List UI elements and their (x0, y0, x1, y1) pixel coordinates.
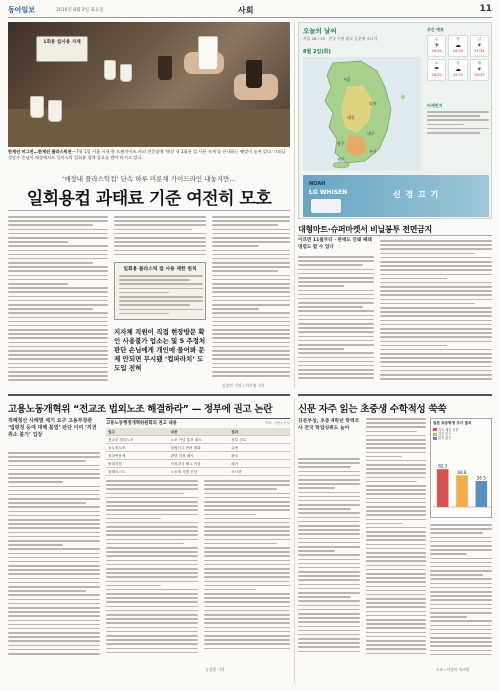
story1-body-col3 (212, 216, 290, 381)
aircon-unit-image (311, 199, 341, 213)
story4-subhead: 日문부성, 초중 4학년 학력조사 전국 학업성취도 높아 (298, 419, 360, 431)
story4-body-col1 (298, 458, 360, 662)
story2-body-col2 (380, 240, 492, 386)
svg-text:부산: 부산 (369, 149, 377, 154)
table-row: 성과연봉제 관련 지침 폐지 완료 (106, 452, 290, 460)
cup-sign: 1회용 컵사용 자제 (36, 36, 88, 62)
weather-date: 8월 2일(화) (303, 49, 331, 55)
photo-caption: 한계선 머그잔…한계선 플라스틱잔—7월 1일 서울 시내 한 프랜차이즈 커피 전문점에 ‘매장 내 1회용 컵 사용 자제’를 안내하는 팻말이 놓여 있다. 그러나 상당수 손님이 매장에서도 플라스틱 일회용 컵에 음료를 받아 마시고 있다. (8, 149, 286, 160)
forecast-day: 월 ☀ 26/33 (470, 59, 489, 81)
table-row: 전교조 법외노조 노조 아님 통보 취소 정부 검토 (106, 436, 290, 444)
chart-bar (476, 481, 488, 507)
weekly-forecast: 주간 예보 수 ☀ 26/34 목 ☁ 26/33 금 ☀ 27/34 토 ☂ 26/32 일 ☁ 25/31 월 ☀ 26/33 (427, 27, 489, 81)
story3-byline: 유성열 기자 (205, 667, 225, 672)
rules-infobox: 일회용 플라스틱 컵 사용 제한 원칙 (114, 262, 206, 320)
svg-text:강릉: 강릉 (369, 101, 377, 106)
weather-panel (298, 22, 492, 219)
story1-body-col1 (8, 216, 108, 386)
story1-byline: 김성민 기자 / 이지영 기자 (222, 383, 265, 388)
story1-headline: 일회용컵 과태료 기준 여전히 모호 (26, 189, 272, 209)
story1-kicker: ‘매장내 플라스틱컵’ 단속 하루 미룬채 가이드라인 내놓지만… (62, 175, 236, 183)
study-chart (430, 418, 492, 518)
story1-body-col2 (114, 216, 206, 260)
paper-name: 동아일보 (8, 6, 36, 14)
chart-plot (433, 453, 491, 513)
cloud-icon: ☁ (454, 42, 461, 49)
sun-icon: ☀ (433, 42, 440, 49)
chart-legend: 거의 매일 신문 가끔 읽는 읽지 않는 (431, 428, 491, 441)
weather-title: 오늘의 날씨 (303, 27, 337, 35)
chart-bar (437, 469, 449, 507)
svg-text:대전: 대전 (347, 115, 355, 120)
chart-bar (456, 475, 468, 507)
story3-headline: 고용노동개혁위 “전교조 법외노조 해결하라” — 정부에 권고 논란 (8, 404, 273, 415)
weather-subtitle: 서울 28 / 33 · 전국 구름 많고 곳곳에 소나기 (303, 36, 378, 41)
chart-title: 일본 초등학생 조사 결과 (433, 421, 472, 425)
story2-headline: 대형마트·슈퍼마켓서 비닐봉투 전면금지 (298, 225, 432, 234)
table-header: 권고 내용 결과 (106, 428, 290, 436)
masthead (8, 4, 492, 18)
story3-body-col2 (106, 480, 198, 662)
korea-weather-map (303, 57, 421, 171)
table-row: 양대지침 저성과자 해고 지침 폐기 (106, 460, 290, 468)
fine-dust-box: 미세먼지 (427, 103, 489, 143)
issue-date: 2016년 8월 2일 화요일 (56, 8, 104, 13)
story4-headline: 신문 자주 읽는 초중생 수학적성 쑥쑥 (298, 404, 447, 415)
chart-data-label: 56.5 (476, 475, 486, 481)
svg-text:광주: 광주 (337, 141, 345, 146)
story4-body-col3 (430, 524, 492, 662)
umbrella-icon: ☂ (433, 66, 440, 73)
page-number: 11 (479, 4, 492, 14)
legend-swatch (433, 428, 437, 431)
legend-swatch (433, 433, 437, 436)
story1-photo (8, 22, 290, 147)
story4-body-col2 (366, 418, 426, 662)
story2-body-col1 (298, 256, 374, 386)
cloud-icon: ☁ (454, 66, 461, 73)
story1-subhead: 지자체 직원이 직접 현장방문 확인 사용불가 업소는 및 5 주정처 판단 손님에게 개인에 물어봐 문제 안되면 무시됐 ‘컵파라치’ 도 도입 전혀 (114, 328, 206, 372)
recommendation-table: 고용노동행정개혁위원회의 권고 내용 자료: 고용노동부 권고 내용 결과 전교조 법외노조 노조 아님 통보 취소 정부 검토 공무원노조 설립신고 반려 철회 수용 성과연봉제 관련 지침 폐지 완료 양대지침 저성과자 해고 지침 폐기 블랙리스트 노동계 사찰 진상 조사중 (106, 418, 290, 476)
svg-text:제주: 제주 (337, 157, 345, 162)
sun-icon: ☀ (476, 66, 483, 73)
legend-swatch (433, 437, 437, 440)
story3-subhead: 적폐청산 사례별 제기 요구 고용부장관 ‘법령정 등에 대해 불법’ 판단 이미 ‘직권취소 불가’ 입장 (8, 418, 97, 438)
forecast-day: 금 ☀ 27/34 (470, 35, 489, 57)
forecast-day: 일 ☁ 25/31 (448, 59, 467, 81)
table-row: 공무원노조 설립신고 반려 철회 수용 (106, 444, 290, 452)
svg-text:대구: 대구 (367, 131, 375, 136)
story4-byline: 도쿄=서영아 특파원 (436, 667, 470, 672)
table-row: 블랙리스트 노동계 사찰 진상 조사중 (106, 468, 290, 476)
forecast-day: 수 ☀ 26/34 (427, 35, 446, 57)
story3-body-col3 (204, 480, 290, 662)
chart-data-label: 68.8 (457, 469, 467, 475)
story2-subhead: 이르면 11월부터 · 판매도 안돼 폐쇄명령도 할 수 있다 (298, 238, 372, 250)
aircon-ad: NOAH LG WHISEN 신 경 끄 기 (303, 175, 489, 217)
sun-icon: ☀ (476, 42, 483, 49)
chart-data-label: 82.3 (438, 463, 448, 469)
story3-body-col1 (8, 452, 100, 662)
section-title: 사회 (238, 6, 254, 15)
forecast-day: 목 ☁ 26/33 (448, 35, 467, 57)
svg-text:서울: 서울 (343, 77, 351, 82)
forecast-day: 토 ☂ 26/32 (427, 59, 446, 81)
